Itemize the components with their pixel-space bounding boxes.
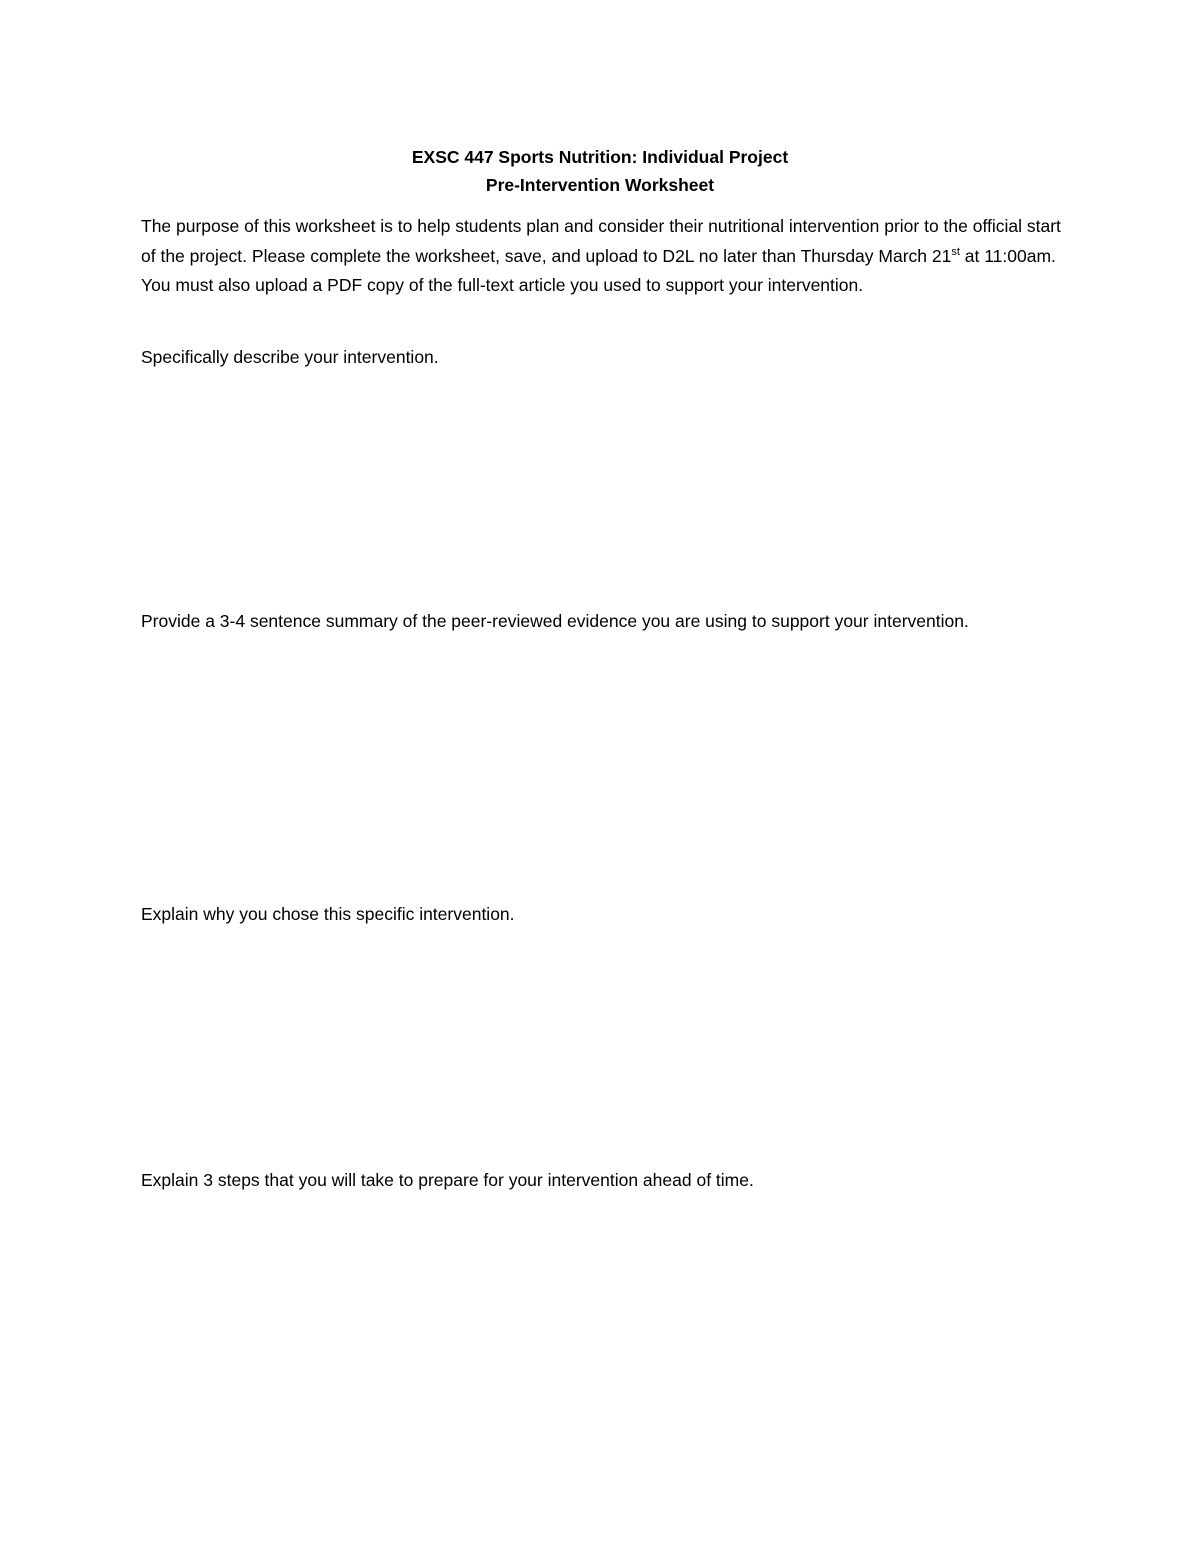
title-line-course: EXSC 447 Sports Nutrition: Individual Project bbox=[411, 147, 789, 167]
intro-ordinal-suffix: st bbox=[951, 245, 960, 258]
question-why-chosen: Explain why you chose this specific intervention. bbox=[141, 904, 515, 924]
question-evidence-summary: Provide a 3-4 sentence summary of the peer-reviewed evidence you are using to support your intervention. bbox=[141, 611, 969, 631]
intro-text-before: The purpose of this worksheet is to help students plan and consider their nutritional intervention prior to the official start of the project. Please complete the worksheet, save, and upload to D2L no later than Thursday March 21 bbox=[141, 216, 1061, 266]
question-preparation-steps: Explain 3 steps that you will take to prepare for your intervention ahead of time. bbox=[141, 1170, 754, 1190]
question-describe-intervention: Specifically describe your intervention. bbox=[141, 347, 439, 367]
intro-text-after: at 11:00am. You must also upload a PDF copy of the full-text article you used to support your intervention. bbox=[141, 245, 1056, 295]
document-title bbox=[0, 143, 1200, 199]
intro-paragraph bbox=[141, 212, 1066, 301]
title-line-worksheet: Pre-Intervention Worksheet bbox=[485, 175, 715, 195]
